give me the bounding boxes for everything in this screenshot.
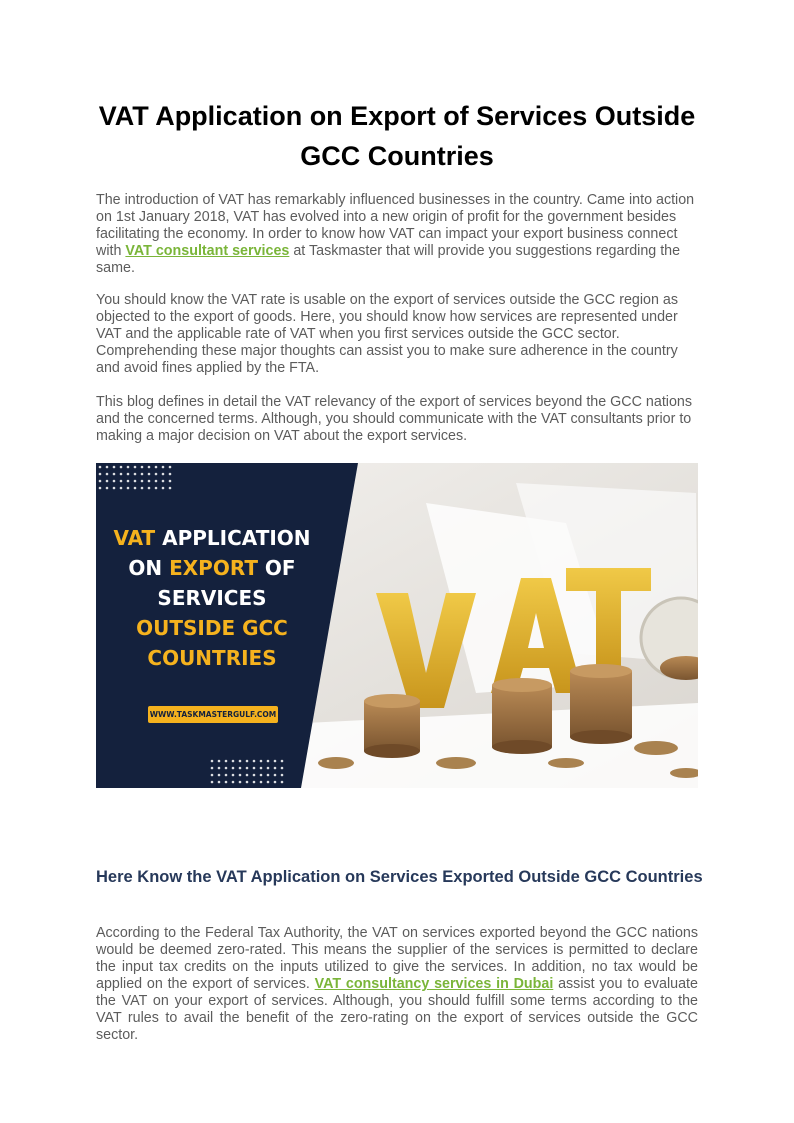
intro-text-start: The introduction of VAT has remarkably influenced businesses in the country. Came into action on 1st January 2018, VAT has evolved into a new origin of profit for the government besides facilitating the economy. In order to know how VAT can impact your export business connect with: [96, 192, 695, 259]
coin-stack-middle: [492, 678, 552, 754]
page-title-line-2: GCC Countries: [300, 141, 494, 171]
vat-consultant-services-link[interactable]: VAT consultant services: [125, 243, 290, 259]
vat-consultancy-dubai-link[interactable]: VAT consultancy services in Dubai: [314, 976, 554, 992]
coin-stack-right: [570, 664, 632, 744]
page-title-line-1: VAT Application on Export of Services Outside: [98, 101, 696, 131]
banner-line-1: VAT APPLICATION: [113, 526, 311, 550]
fta-text-start: According to the Federal Tax Authority, the VAT on services exported beyond the GCC nations would be deemed zero-rated. This means the supplier of the services is permitted to declare the input tax credits on the inputs utilized to give the services. In addition, no tax would be applied on the export of services.: [96, 925, 698, 992]
intro-paragraph: [96, 192, 698, 277]
federal-tax-authority-paragraph: [96, 925, 698, 1044]
vat-rate-paragraph: You should know the VAT rate is usable on the export of services outside the GCC region as objected to the export of goods. Here, you should know how services are represented under VAT and the applicable rate of VAT when you first services outside the GCC sector. Comprehending these major thoughts can assist you to make sure adherence in the country and avoid fines applied by the FTA.: [96, 292, 679, 376]
intro-text-end: at Taskmaster that will provide you suggestions regarding the same.: [96, 243, 681, 276]
coin-stack-left: [364, 694, 420, 758]
banner-line-5: COUNTRIES: [147, 646, 277, 670]
banner-website-badge: WWW.TASKMASTERGULF.COM: [148, 706, 278, 723]
section-heading: Here Know the VAT Application on Services Exported Outside GCC Countries: [96, 868, 703, 886]
blog-overview-paragraph: This blog defines in detail the VAT relevancy of the export of services beyond the GCC nations and the concerned terms. Although, you should communicate with the VAT consultants prior to making a major decision on VAT about the export services.: [96, 394, 693, 444]
banner-headline: [96, 523, 328, 673]
banner-line-2: ON EXPORT OF: [128, 556, 296, 580]
fta-text-end: assist you to evaluate the VAT on your export of services. Although, you should fulfill some terms according to the VAT rules to avail the benefit of the zero-rating on the export of services outside the GCC sector.: [96, 976, 698, 1043]
banner-line-4: OUTSIDE GCC: [136, 616, 288, 640]
banner-line-3: SERVICES: [157, 586, 267, 610]
page-title: [96, 96, 698, 176]
article-banner-image: [96, 463, 698, 788]
